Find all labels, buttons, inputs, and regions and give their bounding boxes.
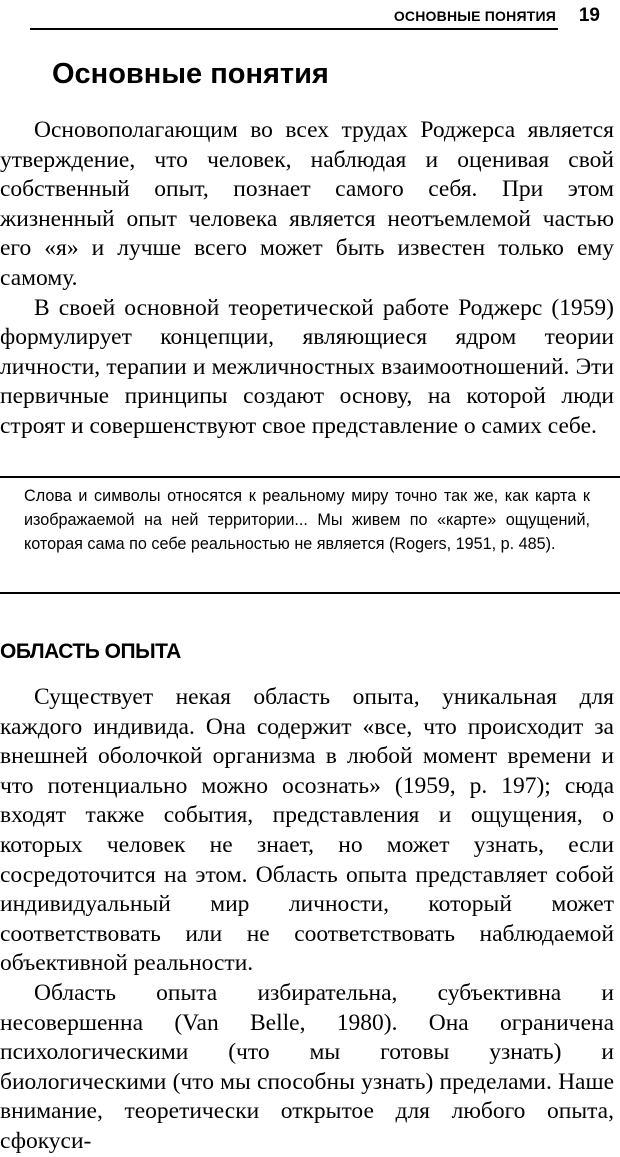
paragraph: Основополагающим во всех трудах Роджерса является утверждение, что человек, наблюдая и оценивая свой собственный опыт, познает самого себя. При этом жизненный опыт человека является неотъемлемой частью его «я» и лучше всего может быть известен только ему самому. <box>0 117 614 291</box>
quote-text: Слова и символы относятся к реальному миру точно так же, как карта к изображаемой на ней территории... Мы живем по «карте» ощущений, которая сама по себе реальностью не является (Rogers, 1951, p. 485). <box>24 487 590 553</box>
quote-rule-bottom <box>0 592 620 594</box>
running-title: ОСНОВНЫЕ ПОНЯТИЯ <box>393 8 556 24</box>
paragraph: Область опыта избирательна, субъективна и несовершенна (Van Belle, 1980). Она ограничена психологическими (что мы готовы узнать) и биологическими (что мы способны узнать) пределами. Наше внимание, теоретически открытое для любого опыта, сфокуси- <box>0 979 614 1154</box>
running-header <box>30 5 600 30</box>
header-rule <box>30 28 558 30</box>
paragraph: В своей основной теоретической работе Роджерс (1959) формулирует концепции, являющиеся ядром теории личности, терапии и межличностных взаимоотношений. Эти первичные принципы создают основу, на которой люди строят и совершенствуют свое представление о самих себе. <box>0 294 614 439</box>
paragraph: Существует некая область опыта, уникальная для каждого индивида. Она содержит «все, что происходит за внешней оболочкой организма в любой момент времени и что потенциально можно осознать» (1959, р. 197); сюда входят также события, представления и ощущения, о которых человек не знает, но может узнать, если сосредоточится на этом. Область опыта представляет собой индивидуальный мир личности, который может соответствовать или не соответствовать наблюдаемой объективной реальности. <box>0 684 614 977</box>
section-heading-field-of-experience: ОБЛАСТЬ ОПЫТА <box>0 640 181 663</box>
section-heading-basic-concepts: Основные понятия <box>52 58 329 90</box>
section-body-field-of-experience <box>0 683 614 1157</box>
quote-rule-top <box>0 476 620 478</box>
section-body-basic-concepts <box>0 116 614 442</box>
page-number: 19 <box>578 5 600 26</box>
